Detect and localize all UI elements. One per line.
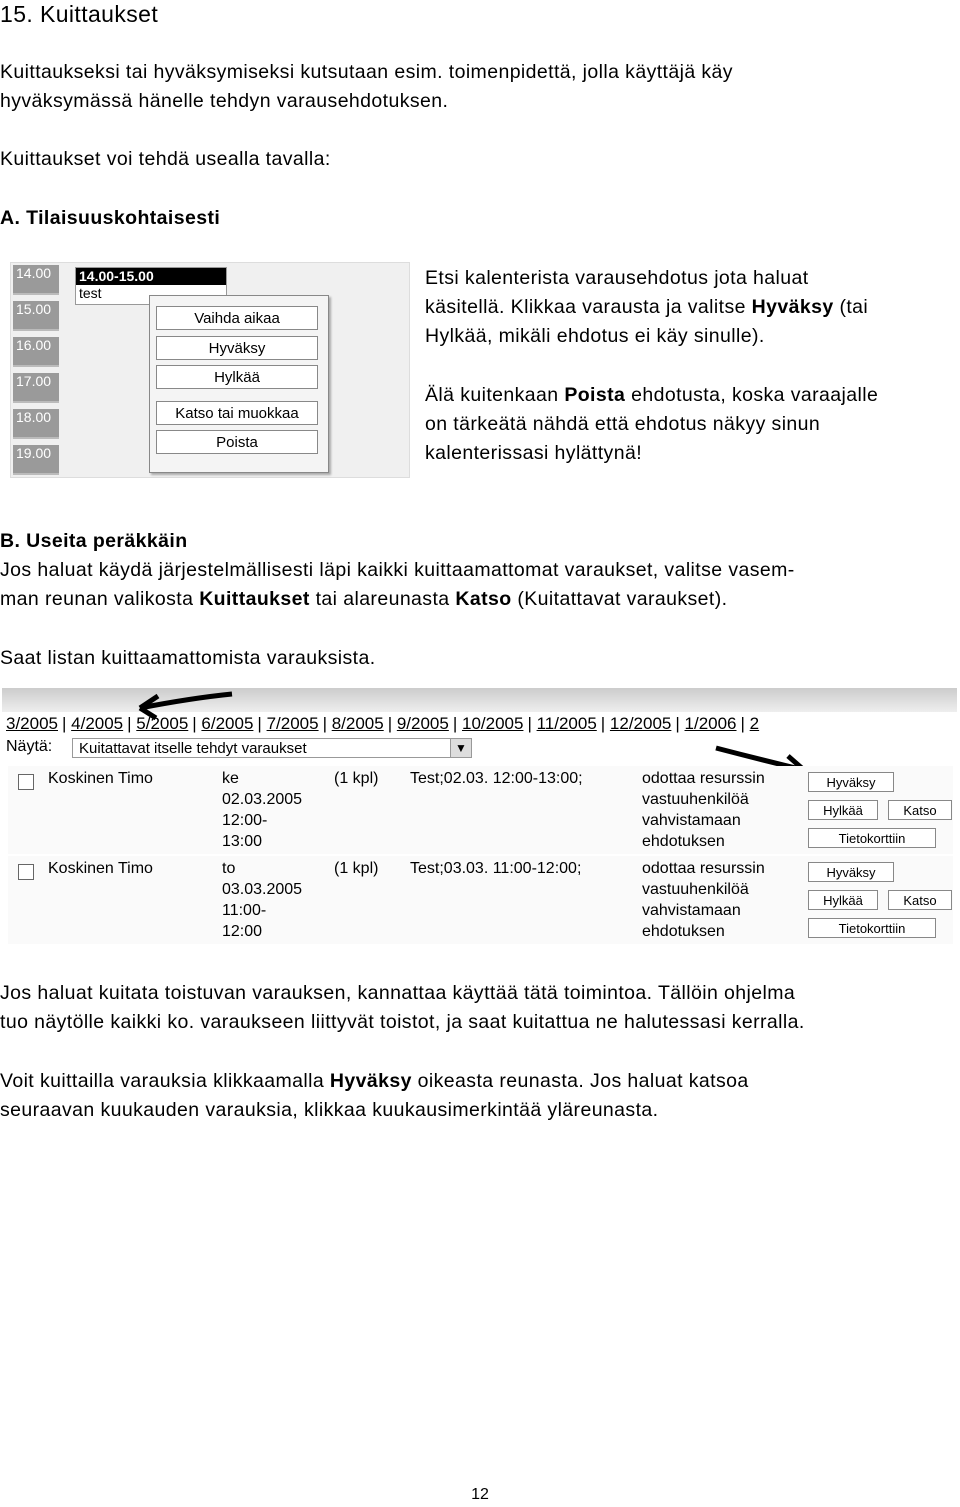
reject-button[interactable]: Hylkää bbox=[808, 800, 878, 820]
section-a-p1-line-1: Etsi kalenterista varausehdotus jota haluat bbox=[425, 267, 809, 289]
row-end: 12:00 bbox=[222, 923, 263, 940]
intro-line-3: Kuittaukset voi tehdä usealla tavalla: bbox=[0, 148, 331, 170]
row-status-3: vahvistamaan bbox=[642, 812, 741, 829]
row-status-4: ehdotuksen bbox=[642, 923, 725, 940]
intro-line-1: Kuittaukseksi tai hyväksymiseksi kutsutaan esim. toimenpidettä, jolla käyttäjä käy bbox=[0, 61, 733, 83]
context-menu bbox=[149, 295, 329, 473]
accept-button[interactable]: Hyväksy bbox=[808, 772, 894, 792]
row-date: 03.03.2005 bbox=[222, 881, 303, 898]
month-link[interactable]: 2 bbox=[749, 714, 760, 733]
time-cell: 17.00 bbox=[13, 373, 59, 403]
chevron-down-icon[interactable]: ▼ bbox=[450, 739, 471, 757]
time-column bbox=[11, 263, 59, 477]
accept-button[interactable]: Hyväksy bbox=[808, 862, 894, 882]
view-edit-button[interactable]: Katso tai muokkaa bbox=[156, 401, 318, 425]
section-b-line-2: man reunan valikosta Kuittaukset tai alareunasta Katso (Kuitattavat varaukset). bbox=[0, 588, 728, 610]
table-row bbox=[8, 766, 953, 854]
row-qty: (1 kpl) bbox=[334, 860, 379, 877]
row-info: Test;02.03. 12:00-13:00; bbox=[410, 770, 583, 787]
row-name: Koskinen Timo bbox=[48, 770, 153, 787]
info-card-button[interactable]: Tietokorttiin bbox=[808, 918, 936, 938]
nayta-value: Kuitattavat itselle tehdyt varaukset bbox=[79, 740, 307, 757]
page-number: 12 bbox=[471, 1486, 489, 1503]
row-date: 02.03.2005 bbox=[222, 791, 303, 808]
table-row bbox=[8, 856, 953, 944]
month-link[interactable]: 7/2005 bbox=[266, 714, 319, 733]
row-qty: (1 kpl) bbox=[334, 770, 379, 787]
row-status-2: vastuuhenkilöä bbox=[642, 791, 749, 808]
month-link[interactable]: 12/2005 bbox=[609, 714, 672, 733]
section-a-p1-line-3: Hylkää, mikäli ehdotus ei käy sinulle). bbox=[425, 325, 765, 347]
month-link[interactable]: 6/2005 bbox=[201, 714, 254, 733]
row-status-4: ehdotuksen bbox=[642, 833, 725, 850]
outro-p2-line-1: Voit kuittailla varauksia klikkaamalla Hyväksy oikeasta reunasta. Jos haluat katsoa bbox=[0, 1070, 749, 1092]
row-day: to bbox=[222, 860, 236, 877]
month-link[interactable]: 3/2005 bbox=[6, 714, 58, 733]
outro-p1-line-1: Jos haluat kuitata toistuvan varauksen, kannattaa käyttää tätä toimintoa. Tällöin ohjelma bbox=[0, 982, 796, 1004]
section-a-p2-line-2: on tärkeätä nähdä että ehdotus näkyy sinun bbox=[425, 413, 821, 435]
time-cell: 16.00 bbox=[13, 337, 59, 367]
month-link[interactable]: 8/2005 bbox=[331, 714, 384, 733]
row-info: Test;03.03. 11:00-12:00; bbox=[410, 860, 582, 877]
row-day: ke bbox=[222, 770, 239, 787]
event-title: test bbox=[79, 285, 102, 301]
view-button[interactable]: Katso bbox=[888, 890, 952, 910]
month-link[interactable]: 1/2006 bbox=[684, 714, 737, 733]
section-a-p2-line-3: kalenterissasi hylättynä! bbox=[425, 442, 643, 464]
row-start: 11:00- bbox=[222, 902, 267, 919]
delete-button[interactable]: Poista bbox=[156, 430, 318, 454]
intro-line-2: hyväksymässä hänelle tehdyn varausehdotuksen. bbox=[0, 90, 449, 112]
section-a-title: A. Tilaisuuskohtaisesti bbox=[0, 207, 221, 229]
reject-button[interactable]: Hylkää bbox=[808, 890, 878, 910]
month-links: 3/2005 | 4/2005 | 5/2005 | 6/2005 | 7/2005 | 8/2005 | 9/2005 | 10/2005 | 11/2005 | 12/2005 | 1/2006 | 2 bbox=[6, 714, 760, 733]
row-checkbox[interactable] bbox=[18, 864, 34, 880]
row-status-1: odottaa resurssin bbox=[642, 770, 765, 787]
month-link[interactable]: 5/2005 bbox=[136, 714, 189, 733]
page-title: 15. Kuittaukset bbox=[0, 1, 159, 27]
view-button[interactable]: Katso bbox=[888, 800, 952, 820]
row-end: 13:00 bbox=[222, 833, 263, 850]
section-a-p2-line-1: Älä kuitenkaan Poista ehdotusta, koska varaajalle bbox=[425, 384, 879, 406]
month-link[interactable]: 10/2005 bbox=[461, 714, 524, 733]
month-link[interactable]: 9/2005 bbox=[396, 714, 449, 733]
time-cell: 15.00 bbox=[13, 301, 59, 331]
section-b-line-3: Saat listan kuittaamattomista varauksista. bbox=[0, 647, 376, 669]
change-time-button[interactable]: Vaihda aikaa bbox=[156, 306, 318, 330]
row-name: Koskinen Timo bbox=[48, 860, 153, 877]
row-checkbox[interactable] bbox=[18, 774, 34, 790]
reject-button[interactable]: Hylkää bbox=[156, 365, 318, 389]
event-time: 14.00-15.00 bbox=[76, 268, 226, 285]
row-status-2: vastuuhenkilöä bbox=[642, 881, 749, 898]
section-a-p1-line-2: käsitellä. Klikkaa varausta ja valitse Hyväksy (tai bbox=[425, 296, 869, 318]
row-status-3: vahvistamaan bbox=[642, 902, 741, 919]
outro-p2-line-2: seuraavan kuukauden varauksia, klikkaa kuukausimerkintää yläreunasta. bbox=[0, 1099, 659, 1121]
month-link[interactable]: 4/2005 bbox=[71, 714, 124, 733]
section-b-title: B. Useita peräkkäin bbox=[0, 530, 188, 552]
accept-button[interactable]: Hyväksy bbox=[156, 336, 318, 360]
section-b-line-1: Jos haluat käydä järjestelmällisesti läpi kaikki kuittaamattomat varaukset, valitse vasem- bbox=[0, 559, 795, 581]
time-cell: 19.00 bbox=[13, 445, 59, 475]
calendar-screenshot bbox=[10, 262, 410, 478]
month-link[interactable]: 11/2005 bbox=[536, 714, 597, 733]
time-cell: 14.00 bbox=[13, 265, 59, 295]
outro-p1-line-2: tuo näytölle kaikki ko. varaukseen liittyvät toistot, ja saat kuitattua ne halutessasi kerralla. bbox=[0, 1011, 805, 1033]
info-card-button[interactable]: Tietokorttiin bbox=[808, 828, 936, 848]
acknowledgements-screenshot bbox=[2, 688, 957, 948]
row-start: 12:00- bbox=[222, 812, 268, 829]
row-status-1: odottaa resurssin bbox=[642, 860, 765, 877]
time-cell: 18.00 bbox=[13, 409, 59, 439]
nayta-label: Näytä: bbox=[6, 738, 53, 755]
